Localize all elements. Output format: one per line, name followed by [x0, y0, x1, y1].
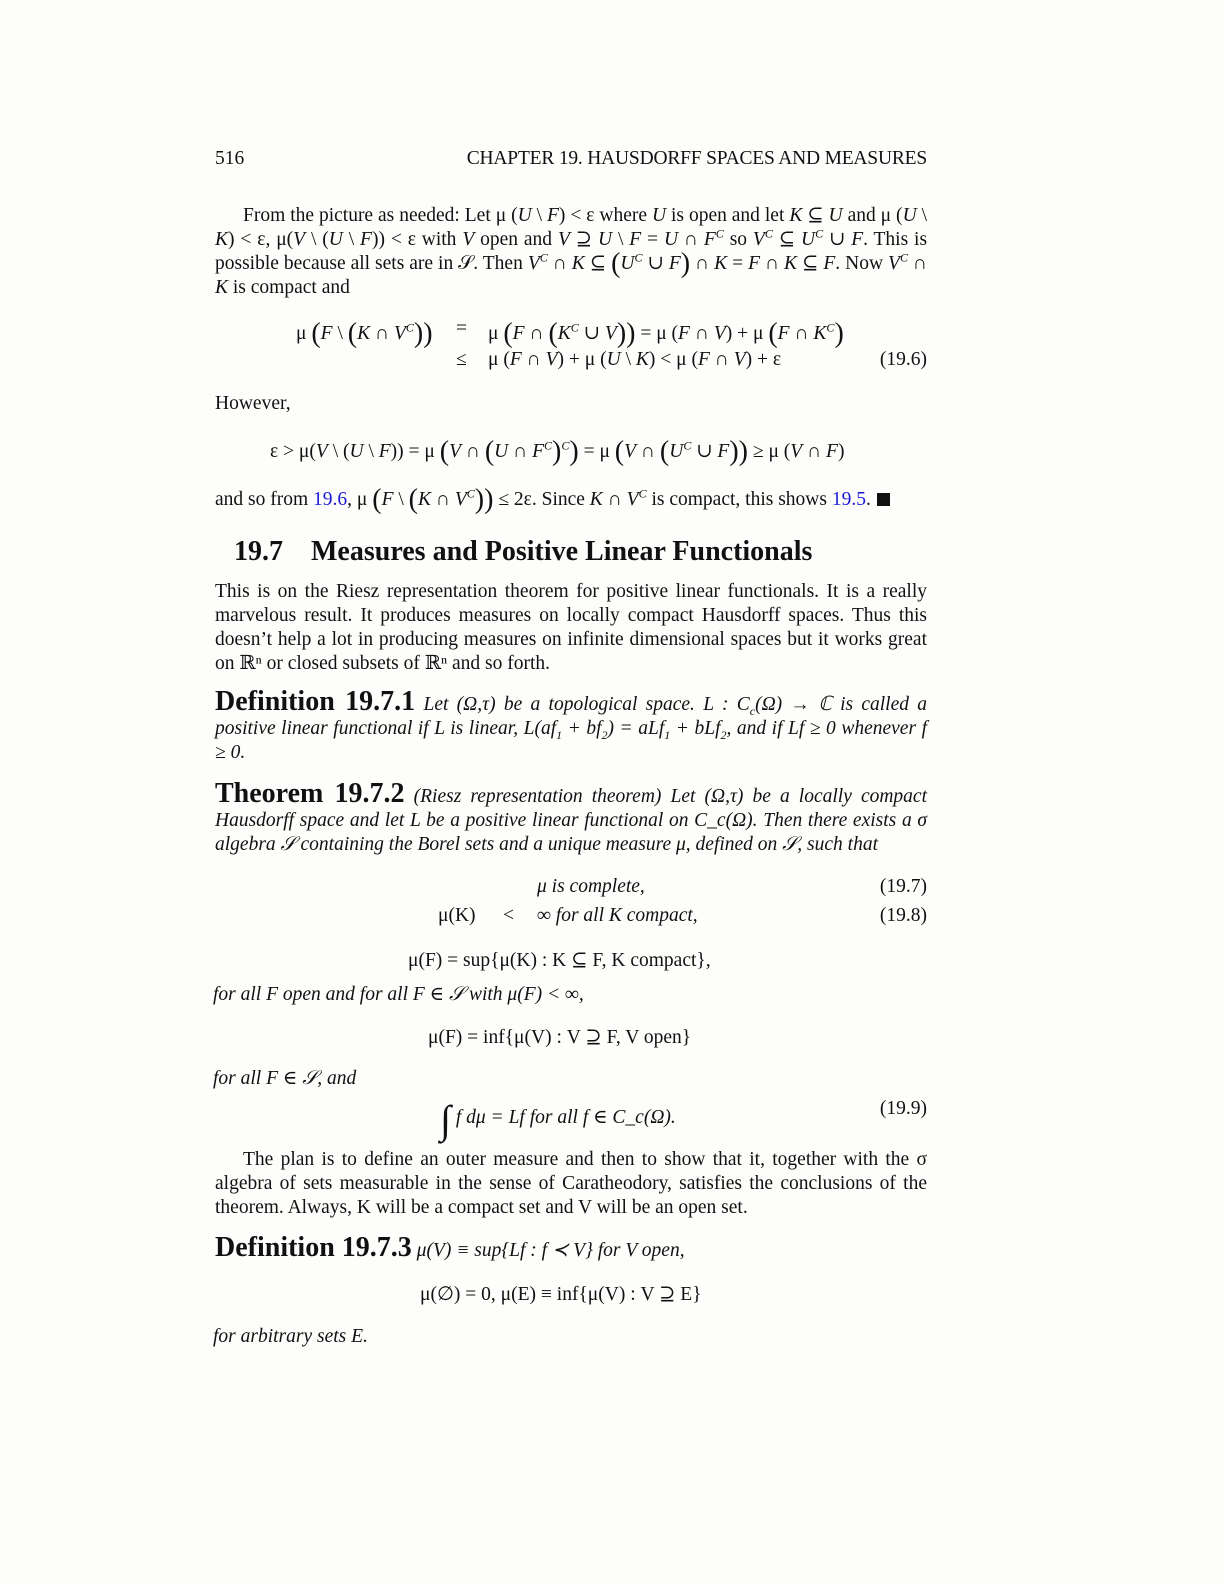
page-number: 516: [215, 148, 245, 169]
eq-19-6-line1-lhs: μ (F \ (K ∩ $V^C$)): [296, 318, 433, 349]
eq-outer-measure: μ(∅) = 0, μ(E) ≡ inf{μ(V) : V ⊇ E}: [420, 1284, 702, 1305]
section-intro-paragraph: This is on the Riesz representation theorem for positive linear functionals. It is a really marvelous result. It produces measures on locally compact Hausdorff spaces. Thus this doesn’t help a lot in producing measures on infinite dimensional spaces but it works great on ℝⁿ or closed subsets of ℝⁿ and so forth.: [215, 581, 927, 674]
eq-19-7: μ is complete,: [537, 876, 645, 897]
equation-link-19-5[interactable]: 19.5: [831, 489, 866, 510]
however-text: However,: [215, 393, 291, 414]
theorem-label: Theorem 19.7.2: [215, 778, 405, 809]
after-definition-text: for arbitrary sets E.: [213, 1326, 368, 1347]
qed-square-icon: [877, 493, 890, 506]
eq-19-8-rhs: ∞ for all K compact,: [537, 905, 698, 926]
definition-body: μ(V) ≡ sup{Lf : f ≺ V} for V open,: [416, 1240, 685, 1261]
integral-sign-icon: ∫: [440, 1097, 451, 1142]
equation-number: (19.7): [879, 876, 927, 897]
equation-number: (19.8): [879, 905, 927, 926]
intro-paragraph: From the picture as needed: Let μ (U \ F) < ε where U is open and let K ⊆ U and μ (U \ K) < ε, μ(V \ (U \ F)) < ε with V open and V ⊇ U \ F = U ∩ $F^C$ so $V^C$ ⊆ $U^C$ ∪ F. This is possible because all sets are in 𝒮. Then $V^C$ ∩ K ⊆ ($U^C$ ∪ F) ∩ K = F ∩ K ⊆ F. Now $V^C$ ∩ K is compact and: [215, 205, 928, 298]
after-sup-text: for all F open and for all F ∈ 𝒮 with μ(F) < ∞,: [213, 984, 584, 1005]
eq-19-6-line1-rhs: μ (F ∩ ($K^C$ ∪ V)) = μ (F ∩ V) + μ (F ∩ $K^C$): [488, 318, 844, 349]
conclusion-text: and so from: [215, 489, 314, 510]
definition-label: Definition 19.7.1: [215, 686, 416, 717]
theorem-body: (Riesz representation theorem) Let (Ω,τ) be a locally compact Hausdorff space and let L be a positive linear functional on C_c(Ω). Then there exists a σ algebra 𝒮 containing the Borel sets and a unique measure μ, defined on 𝒮, such that: [215, 786, 928, 855]
theorem-19-7-2: [215, 778, 928, 857]
plan-paragraph: The plan is to define an outer measure and then to show that it, together with the σ algebra of sets measurable in the sense of Caratheodory, satisfies the conclusions of the theorem. Always, K will be a compact set and V will be an open set.: [215, 1149, 927, 1218]
section-title: Measures and Positive Linear Functionals: [311, 536, 813, 567]
eq-outer-regularity: μ(F) = inf{μ(V) : V ⊇ F, V open}: [428, 1027, 692, 1048]
eq-19-6-line2-rel: ≤: [456, 349, 467, 370]
eq-19-9-text: f dμ = Lf for all f ∈ C_c(Ω).: [455, 1107, 676, 1128]
eq-however: ε > μ(V \ (U \ F)) = μ (V ∩ (U ∩ $F^C)^C) = \mu$ (V ∩ ($U^C$ ∪ F)) ≥ μ (V ∩ F): [270, 436, 845, 467]
definition-19-7-1: [215, 686, 928, 765]
equation-number: (19.9): [879, 1098, 927, 1119]
period: .: [865, 489, 871, 510]
eq-19-6-line1-rel: =: [456, 318, 467, 339]
eq-19-9: [440, 1096, 676, 1143]
definition-19-7-3: [215, 1232, 685, 1263]
eq-19-6-line2-rhs: μ (F ∩ V) + μ (U \ K) < μ (F ∩ V) + ε: [488, 349, 782, 370]
eq-19-8-lhs: μ(K): [438, 905, 476, 926]
equation-link-19-6[interactable]: 19.6: [313, 489, 348, 510]
after-inf-text: for all F ∈ 𝒮, and: [213, 1068, 357, 1089]
conclusion-paragraph: and so from 19.6, μ (F \ (K ∩ $V^C)) \le 2\varepsilon$. Since K ∩ $V^C$ is compact, this shows 19.5.: [215, 488, 890, 512]
section-heading: [234, 536, 812, 568]
running-header: CHAPTER 19. HAUSDORFF SPACES AND MEASURES: [466, 148, 927, 169]
equation-number: (19.6): [879, 349, 927, 370]
eq-inner-regularity: μ(F) = sup{μ(K) : K ⊆ F, K compact},: [408, 950, 711, 971]
definition-body: Let (Ω,τ) be a topological space. L : $C_c(\Omega)$ → ℂ is called a positive linear functional if L is linear, $L(af_1 + bf_2) = aLf_1 + bLf_2$, and if Lf ≥ 0 whenever f ≥ 0.: [215, 694, 928, 763]
eq-19-8-rel: <: [503, 905, 514, 926]
section-number: 19.7: [234, 536, 283, 567]
definition-label: Definition 19.7.3: [215, 1232, 412, 1263]
